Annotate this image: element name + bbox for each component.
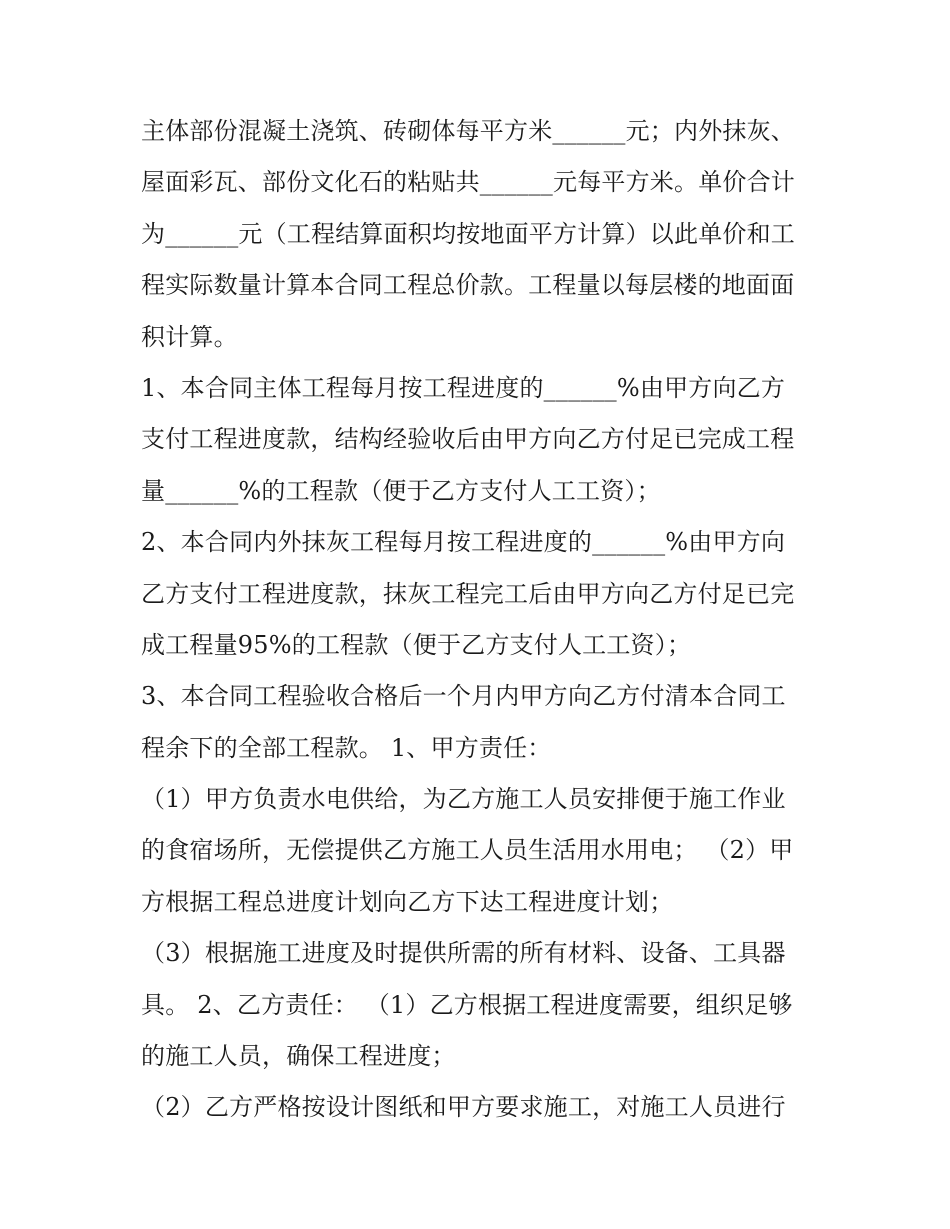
text-line: 具。 2、乙方责任： （1）乙方根据工程进度需要，组织足够 [141, 990, 793, 1019]
text-line: （2）乙方严格按设计图纸和甲方要求施工，对施工人员进行 [141, 1093, 786, 1122]
text-line: 量______%的工程款（便于乙方支付人工工资）； [141, 476, 661, 505]
text-line: 方根据工程总进度计划向乙方下达工程进度计划； [141, 887, 674, 916]
document-body [141, 106, 821, 1134]
text-line: 积计算。 [141, 322, 238, 351]
text-line: 1、本合同主体工程每月按工程进度的______%由甲方向乙方 [141, 373, 786, 402]
text-line: 为______元（工程结算面积均按地面平方计算）以此单价和工 [141, 219, 795, 248]
text-line: 程实际数量计算本合同工程总价款。工程量以每层楼的地面面 [141, 271, 795, 300]
text-line: （1）甲方负责水电供给，为乙方施工人员安排便于施工作业 [141, 785, 786, 814]
text-line: 程余下的全部工程款。 1、甲方责任： [141, 733, 552, 762]
text-line: 乙方支付工程进度款，抹灰工程完工后由甲方向乙方付足已完 [141, 579, 795, 608]
text-line: 屋面彩瓦、部份文化石的粘贴共______元每平方米。单价合计 [141, 168, 795, 197]
text-line: 的施工人员，确保工程进度； [141, 1042, 456, 1071]
text-line: 成工程量95%的工程款（便于乙方支付人工工资）； [141, 630, 692, 659]
text-line: 主体部份混凝土浇筑、砖砌体每平方米______元；内外抹灰、 [141, 117, 795, 145]
text-line: （3）根据施工进度及时提供所需的所有材料、设备、工具器 [141, 939, 786, 968]
text-line: 的食宿场所，无偿提供乙方施工人员生活用水用电； （2）甲 [141, 836, 794, 865]
text-line: 支付工程进度款，结构经验收后由甲方向乙方付足已完成工程 [141, 425, 795, 454]
text-line: 3、本合同工程验收合格后一个月内甲方向乙方付清本合同工 [141, 682, 786, 711]
text-line: 2、本合同内外抹灰工程每月按工程进度的______%由甲方向 [141, 528, 786, 557]
